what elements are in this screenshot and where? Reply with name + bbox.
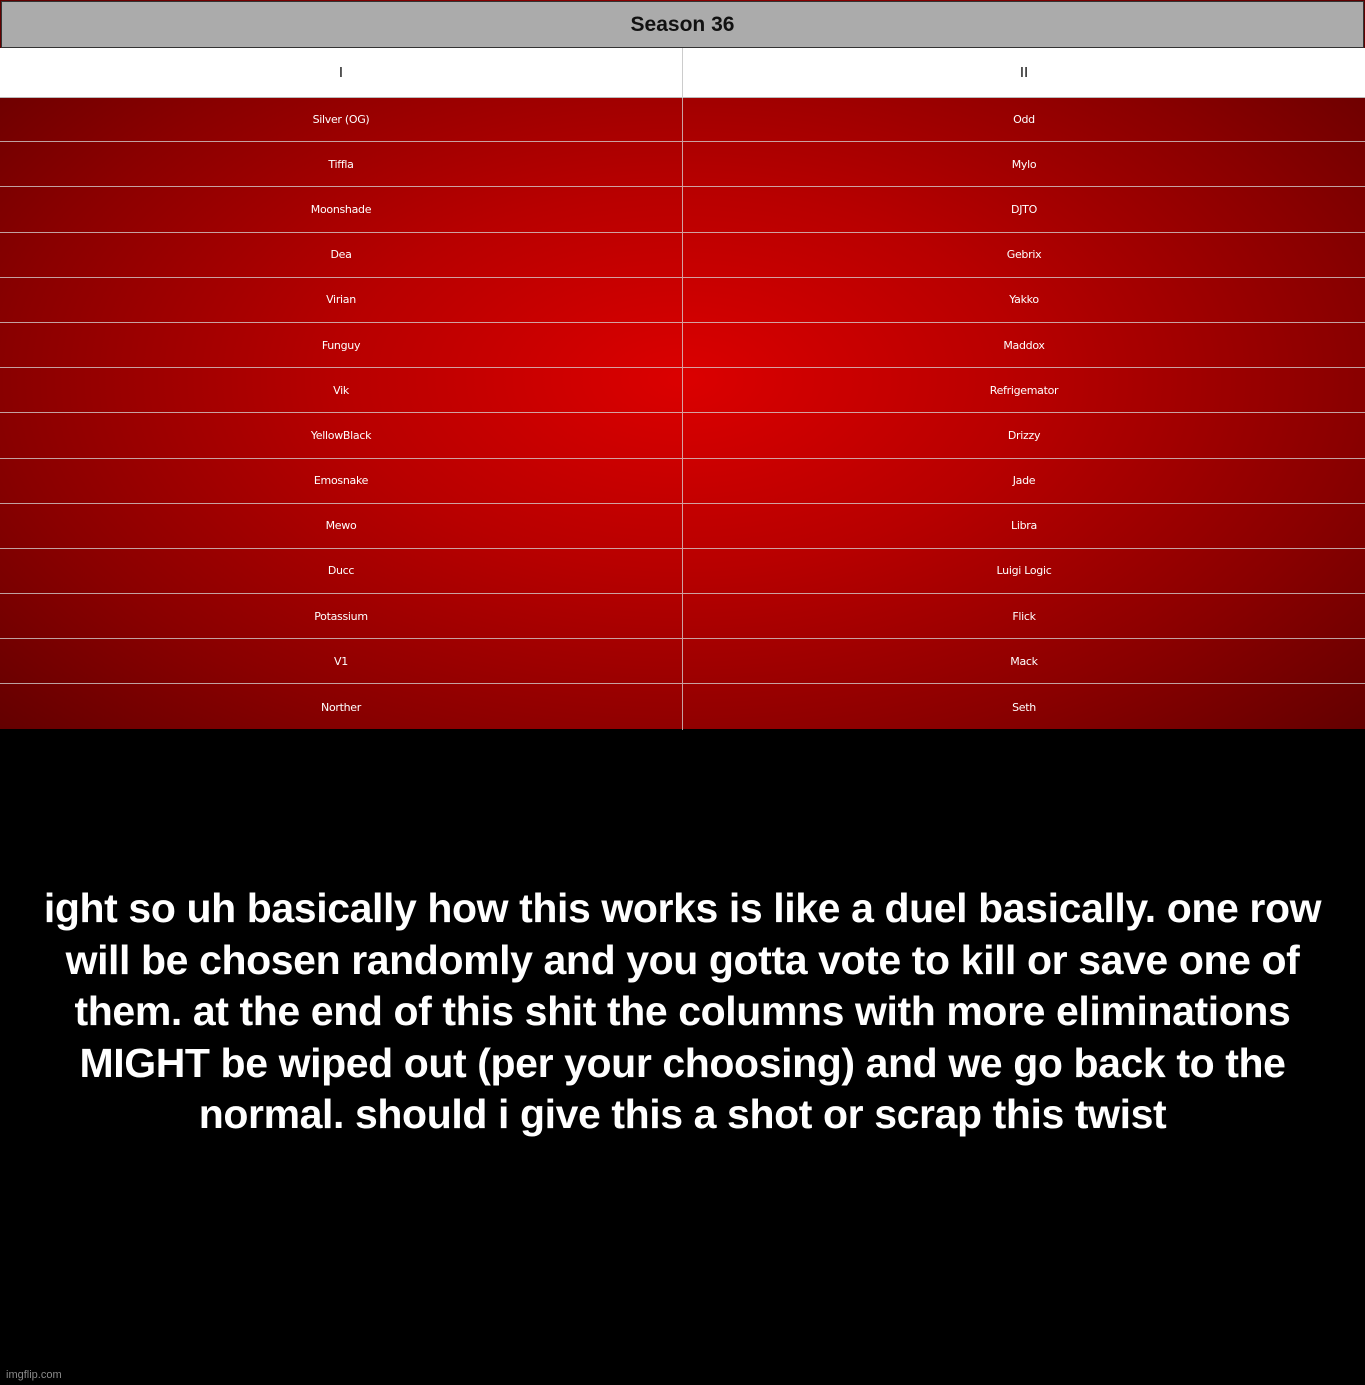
- column-header-1: I: [0, 48, 683, 97]
- table-row: [0, 187, 1365, 232]
- contestant-cell-column-2: Gebrix: [1006, 248, 1042, 262]
- contestant-cell-column-1: Virian: [0, 278, 683, 322]
- contestant-cell-column-2: Mylo: [1011, 157, 1037, 171]
- table-row: [0, 549, 1365, 594]
- table-row: [0, 504, 1365, 549]
- contestant-cell-column-2: DJTO: [1011, 202, 1037, 216]
- contestant-cell-column-2: Refrigemator: [989, 383, 1059, 397]
- contestant-cell-column-1: Ducc: [0, 549, 683, 593]
- table-row: [0, 459, 1365, 504]
- watermark: imgflip.com: [6, 1369, 62, 1381]
- contestant-cell-column-2: Yakko: [1009, 293, 1039, 307]
- table-row: [0, 233, 1365, 278]
- table-body: [0, 97, 1365, 730]
- table-title: Season 36: [1, 1, 1364, 48]
- contestant-cell-column-2: Mack: [1010, 654, 1038, 668]
- contestant-cell-column-2: Flick: [1012, 609, 1036, 623]
- table-row: [0, 594, 1365, 639]
- contestant-cell-column-1: YellowBlack: [0, 413, 683, 457]
- contestant-cell-column-1: Vik: [0, 368, 683, 412]
- table-row: [0, 97, 1365, 142]
- table-row: [0, 413, 1365, 458]
- table-row: [0, 323, 1365, 368]
- column-header-2: II: [1019, 64, 1029, 81]
- table-row: [0, 639, 1365, 684]
- contestant-cell-column-2: Drizzy: [1007, 428, 1041, 442]
- contestant-cell-column-2: Libra: [1011, 519, 1037, 533]
- caption-text: ight so uh basically how this works is like a duel basically. one row will be chosen randomly and you gotta vote to kill or save one of them. at the end of this shit the columns with more eliminations MIGHT be wiped out (per your choosing) and we go back to the normal. should i give this a shot or scrap this twist: [43, 885, 1322, 1137]
- contestant-cell-column-1: Tiffla: [0, 142, 683, 186]
- contestant-cell-column-2: Seth: [1012, 700, 1036, 714]
- table-row: [0, 368, 1365, 413]
- contestant-cell-column-2: Jade: [1012, 474, 1036, 488]
- table-row: [0, 278, 1365, 323]
- contestant-cell-column-2: Odd: [1013, 112, 1035, 126]
- contestant-cell-column-1: V1: [0, 639, 683, 683]
- contestant-cell-column-1: Funguy: [0, 323, 683, 367]
- contestant-cell-column-1: Dea: [0, 233, 683, 277]
- contestant-cell-column-1: Emosnake: [0, 459, 683, 503]
- contestant-cell-column-2: Luigi Logic: [996, 564, 1052, 578]
- contestant-cell-column-1: Silver (OG): [0, 97, 683, 141]
- contestant-cell-column-2: Maddox: [1003, 338, 1045, 352]
- contestant-cell-column-1: Mewo: [0, 504, 683, 548]
- table-header-row: [0, 48, 1365, 98]
- contestant-cell-column-1: Moonshade: [0, 187, 683, 231]
- table-row: [0, 142, 1365, 187]
- table-row: [0, 684, 1365, 729]
- contestant-cell-column-1: Potassium: [0, 594, 683, 638]
- contestant-cell-column-1: Norther: [0, 684, 683, 729]
